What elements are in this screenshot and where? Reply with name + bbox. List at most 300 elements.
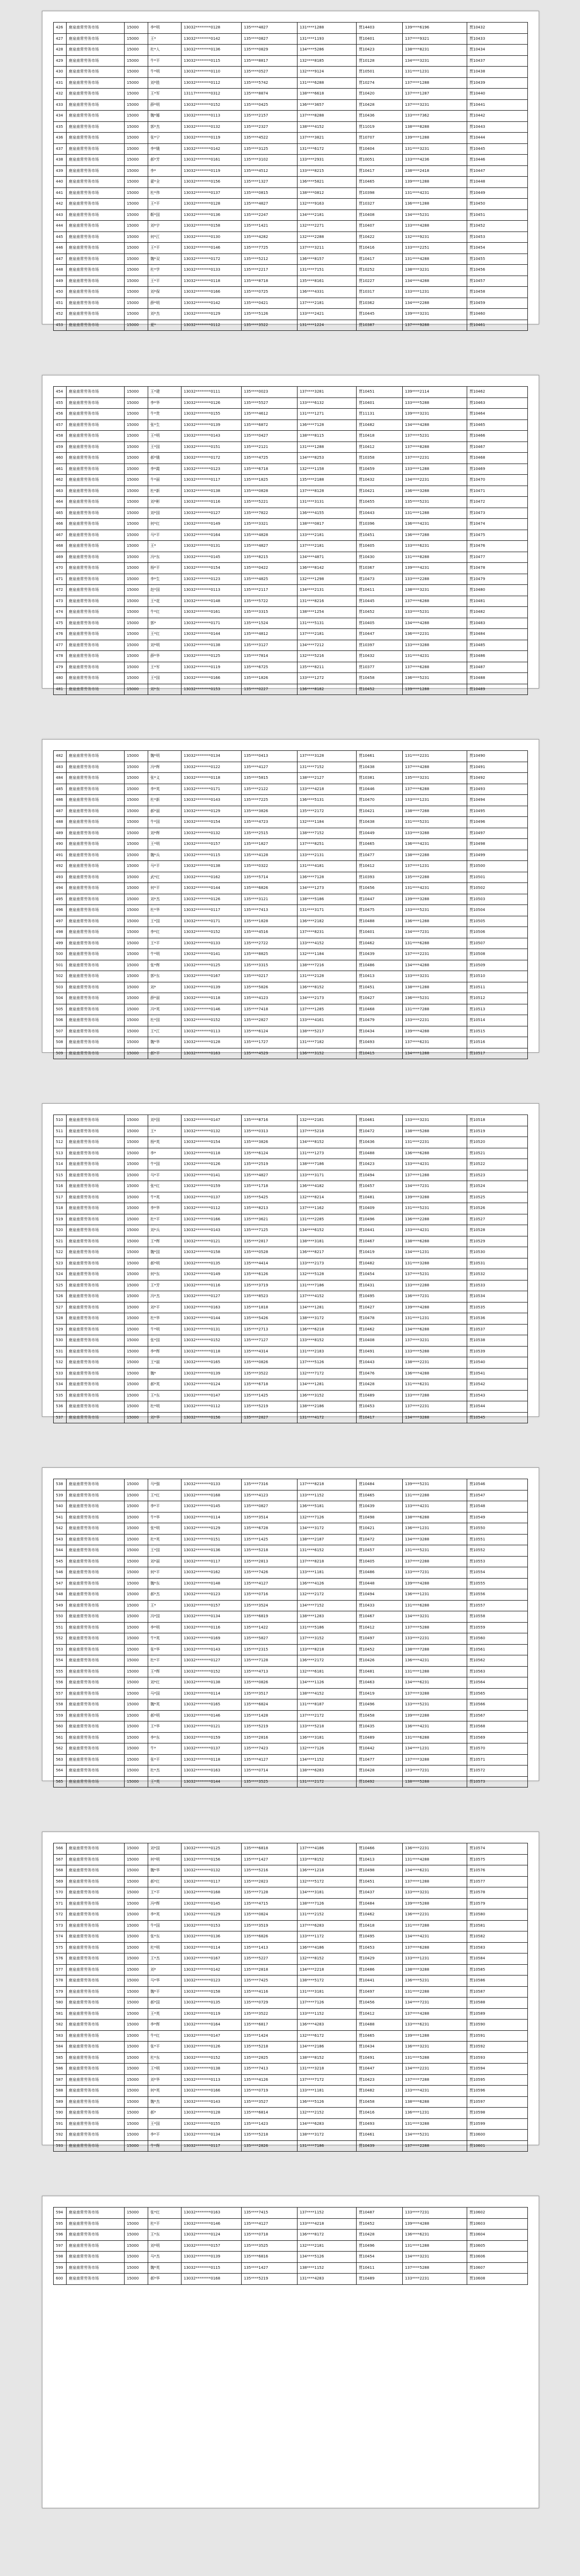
table-row bbox=[54, 817, 528, 828]
table-cell: 王*英 bbox=[148, 2008, 182, 2020]
table-cell: 贾10575 bbox=[467, 1854, 528, 1865]
data-table bbox=[53, 386, 528, 695]
table-cell: 魏*杰 bbox=[148, 2096, 182, 2108]
table-cell: 杜*华 bbox=[148, 905, 182, 916]
table-cell: 15000 bbox=[125, 2140, 148, 2152]
table-cell: 15000 bbox=[125, 640, 148, 651]
table-cell: 贾10416 bbox=[357, 243, 403, 254]
table-cell: 135****2288 bbox=[403, 872, 467, 883]
table-cell: 鹿泉南常劳务市场 bbox=[67, 1335, 125, 1347]
table-cell: 135****0824 bbox=[242, 1909, 298, 1921]
table-cell: 贾10547 bbox=[467, 1490, 528, 1501]
table-cell: 135****7225 bbox=[242, 795, 298, 806]
table-cell: 鹿泉南常劳务市场 bbox=[67, 2230, 125, 2241]
table-cell: 贾10449 bbox=[357, 828, 403, 839]
table-cell: 482 bbox=[54, 751, 67, 762]
table-cell: 132****8152 bbox=[298, 1953, 357, 1965]
table-cell: 王*平 bbox=[148, 938, 182, 949]
table-cell: 贾10591 bbox=[467, 2030, 528, 2042]
table-cell: 137****7126 bbox=[298, 1998, 357, 2009]
table-cell: 525 bbox=[54, 1280, 67, 1291]
table-cell: 13032********0168 bbox=[182, 1887, 242, 1899]
table-cell: 鹿泉南常劳务市场 bbox=[67, 1776, 125, 1788]
table-cell: 136****4283 bbox=[298, 2020, 357, 2031]
table-cell: 马*华 bbox=[148, 1976, 182, 1987]
table-cell: 贾10461 bbox=[357, 1115, 403, 1126]
table-cell: 刘*华 bbox=[148, 1412, 182, 1423]
table-cell: 鹿泉南常劳务市场 bbox=[67, 1998, 125, 2009]
table-cell: 135****4828 bbox=[242, 530, 298, 541]
table-cell: 561 bbox=[54, 1732, 67, 1743]
table-cell: 贾10439 bbox=[357, 1501, 403, 1513]
table-cell: 15000 bbox=[125, 905, 148, 916]
table-cell: 135****7128 bbox=[242, 1887, 298, 1899]
table-cell: 13032********0145 bbox=[182, 1501, 242, 1513]
table-cell: 李*华 bbox=[148, 397, 182, 409]
table-cell: 13032********0165 bbox=[182, 1699, 242, 1711]
table-cell: 134****4288 bbox=[403, 419, 467, 431]
table-cell: 516 bbox=[54, 1181, 67, 1192]
table-cell: 贾11019 bbox=[357, 121, 403, 133]
table-cell: 138****7216 bbox=[298, 960, 357, 971]
table-cell: 136****1288 bbox=[403, 916, 467, 927]
table-cell: 13032********0126 bbox=[182, 1159, 242, 1170]
table-cell: 133****2288 bbox=[403, 1280, 467, 1291]
table-cell: 524 bbox=[54, 1269, 67, 1280]
table-row bbox=[54, 419, 528, 431]
table-cell: 贾10489 bbox=[357, 1732, 403, 1743]
table-cell: 魏*东 bbox=[148, 1578, 182, 1589]
table-cell: 贾10529 bbox=[467, 1236, 528, 1247]
table-cell: 鹿泉南常劳务市场 bbox=[67, 971, 125, 982]
table-cell: 135****5126 bbox=[242, 309, 298, 320]
table-cell: 137****1288 bbox=[403, 1170, 467, 1181]
table-row bbox=[54, 1225, 528, 1236]
table-cell: 13032********0127 bbox=[182, 508, 242, 519]
table-cell: 贾10387 bbox=[357, 320, 403, 331]
table-cell: 15000 bbox=[125, 828, 148, 839]
table-cell: 贾10446 bbox=[357, 784, 403, 795]
table-cell: 贾10488 bbox=[357, 916, 403, 927]
table-cell: 贾10423 bbox=[357, 45, 403, 56]
table-cell: 鹿泉南常劳务市场 bbox=[67, 121, 125, 133]
table-cell: 137****2288 bbox=[403, 2140, 467, 2152]
table-row bbox=[54, 585, 528, 596]
table-cell: 13032********0152 bbox=[182, 1335, 242, 1347]
table-cell: 13032********0172 bbox=[182, 453, 242, 464]
table-cell: 郝*芳 bbox=[148, 155, 182, 166]
table-cell: 13032********0115 bbox=[182, 55, 242, 67]
table-cell: 135****3127 bbox=[242, 640, 298, 651]
table-cell: 贾10533 bbox=[467, 1280, 528, 1291]
table-cell: 贾10412 bbox=[357, 2008, 403, 2020]
table-cell: 贾10544 bbox=[467, 1401, 528, 1413]
table-cell: 鹿泉南常劳务市场 bbox=[67, 1126, 125, 1137]
table-cell: 15000 bbox=[125, 817, 148, 828]
table-row bbox=[54, 1578, 528, 1589]
table-cell: 133****1152 bbox=[298, 2008, 357, 2020]
table-cell: 15000 bbox=[125, 563, 148, 574]
table-cell: 贾10487 bbox=[467, 662, 528, 673]
table-cell: 136****1218 bbox=[298, 1865, 357, 1877]
table-cell: 135****7423 bbox=[242, 1743, 298, 1755]
table-cell: 13032********0123 bbox=[182, 1976, 242, 1987]
table-cell: 135****4414 bbox=[242, 1258, 298, 1269]
table-cell: 13032********0151 bbox=[182, 1534, 242, 1545]
table-row bbox=[54, 1115, 528, 1126]
table-cell: 鹿泉南常劳务市场 bbox=[67, 1953, 125, 1965]
table-cell: 何*明 bbox=[148, 1854, 182, 1865]
table-cell: 马*强 bbox=[148, 1479, 182, 1490]
table-cell: 135****2816 bbox=[242, 1732, 298, 1743]
table-cell: 537 bbox=[54, 1412, 67, 1423]
table-cell: 134****3288 bbox=[403, 1534, 467, 1545]
table-cell: 15000 bbox=[125, 1037, 148, 1048]
table-cell: 鹿泉南常劳务市场 bbox=[67, 530, 125, 541]
table-cell: 贾10466 bbox=[467, 431, 528, 442]
table-cell: 131****1288 bbox=[403, 508, 467, 519]
table-cell: 137****4186 bbox=[298, 1843, 357, 1855]
table-row bbox=[54, 486, 528, 497]
table-cell: 杜*平 bbox=[148, 2218, 182, 2230]
table-cell: 139****4288 bbox=[403, 2218, 467, 2230]
table-row bbox=[54, 1644, 528, 1655]
table-cell: 贾10469 bbox=[467, 464, 528, 475]
table-cell: 13032********0151 bbox=[182, 442, 242, 453]
table-cell: 136****4331 bbox=[298, 287, 357, 298]
table-cell: 133****5218 bbox=[298, 1721, 357, 1733]
table-cell: 536 bbox=[54, 1401, 67, 1413]
table-cell: 贾10453 bbox=[357, 1942, 403, 1953]
table-cell: 13032********0132 bbox=[182, 828, 242, 839]
table-cell: 473 bbox=[54, 596, 67, 607]
table-row bbox=[54, 1368, 528, 1379]
table-cell: 437 bbox=[54, 143, 67, 155]
table-cell: 贾10539 bbox=[467, 1346, 528, 1357]
table-row bbox=[54, 971, 528, 982]
table-cell: 鹿泉南常劳务市场 bbox=[67, 817, 125, 828]
table-row bbox=[54, 1765, 528, 1777]
table-cell: 贾10439 bbox=[467, 77, 528, 89]
table-cell: 郭*东 bbox=[148, 971, 182, 982]
table-cell: 135****0829 bbox=[242, 45, 298, 56]
table-cell: 135****6725 bbox=[242, 662, 298, 673]
table-cell: 马*平 bbox=[148, 530, 182, 541]
table-cell: 136****5231 bbox=[403, 993, 467, 1004]
table-cell: 贾10474 bbox=[467, 519, 528, 530]
table-row bbox=[54, 2262, 528, 2274]
table-cell: 135****5219 bbox=[242, 2274, 298, 2285]
table-cell: 鹿泉南常劳务市场 bbox=[67, 2240, 125, 2252]
table-cell: 贾10574 bbox=[467, 1843, 528, 1855]
table-cell: 鹿泉南常劳务市场 bbox=[67, 1501, 125, 1513]
table-cell: 15000 bbox=[125, 784, 148, 795]
table-cell: 贾10417 bbox=[357, 1412, 403, 1423]
table-cell: 鹿泉南常劳务市场 bbox=[67, 1677, 125, 1689]
table-cell: 贾10577 bbox=[467, 1876, 528, 1887]
table-cell: 魏*华 bbox=[148, 1037, 182, 1048]
table-cell: 135****2122 bbox=[242, 784, 298, 795]
table-cell: 570 bbox=[54, 1887, 67, 1899]
table-cell: 王*国 bbox=[148, 2118, 182, 2130]
table-cell: 13032********0116 bbox=[182, 497, 242, 508]
table-cell: 576 bbox=[54, 1953, 67, 1965]
table-cell: 585 bbox=[54, 2052, 67, 2064]
table-cell: 13032********0124 bbox=[182, 1379, 242, 1391]
table-cell: 131****3181 bbox=[298, 1986, 357, 1998]
table-cell: 136****6218 bbox=[298, 1324, 357, 1335]
table-cell: 137****6288 bbox=[403, 1942, 467, 1953]
table-cell: 郝*英 bbox=[148, 1379, 182, 1391]
table-cell: 刘*宇 bbox=[148, 221, 182, 232]
table-cell: 贾10466 bbox=[357, 1843, 403, 1855]
table-cell: 贾10497 bbox=[357, 1633, 403, 1645]
table-cell: 15000 bbox=[125, 839, 148, 850]
table-cell: 贾11131 bbox=[357, 409, 403, 420]
table-cell: 13032********0117 bbox=[182, 1876, 242, 1887]
table-row bbox=[54, 464, 528, 475]
table-cell: 鹿泉南常劳务市场 bbox=[67, 662, 125, 673]
table-cell: 13032********0152 bbox=[182, 2052, 242, 2064]
table-row bbox=[54, 89, 528, 100]
table-cell: 鹿泉南常劳务市场 bbox=[67, 508, 125, 519]
table-cell: 贾10468 bbox=[357, 1004, 403, 1015]
table-cell: 贾10445 bbox=[357, 309, 403, 320]
table-cell: 贾10583 bbox=[467, 1942, 528, 1953]
table-cell: 135****2826 bbox=[242, 2140, 298, 2152]
table-row bbox=[54, 916, 528, 927]
table-cell: 135****7127 bbox=[242, 1335, 298, 1347]
table-cell: 134****4288 bbox=[403, 960, 467, 971]
table-row bbox=[54, 221, 528, 232]
table-cell: 135****1828 bbox=[242, 916, 298, 927]
table-cell: 贾10428 bbox=[357, 1765, 403, 1777]
table-cell: 贾10542 bbox=[467, 1379, 528, 1391]
table-cell: 138****0812 bbox=[298, 187, 357, 199]
table-cell: 马*平 bbox=[148, 1170, 182, 1181]
table-cell: 鹿泉南常劳务市场 bbox=[67, 1490, 125, 1501]
table-cell: 137****2181 bbox=[298, 298, 357, 309]
table-cell: 贾10598 bbox=[467, 2108, 528, 2119]
table-cell: 贾10489 bbox=[467, 684, 528, 695]
table-cell: 贾10488 bbox=[357, 1148, 403, 1159]
table-cell: 13032********0112 bbox=[182, 1401, 242, 1413]
table-cell: 鹿泉南常劳务市场 bbox=[67, 1567, 125, 1579]
table-cell: 137****6288 bbox=[403, 662, 467, 673]
table-cell: 贾10358 bbox=[357, 453, 403, 464]
table-cell: 贾10498 bbox=[467, 839, 528, 850]
table-row bbox=[54, 861, 528, 872]
table-cell: 刘*国 bbox=[148, 1115, 182, 1126]
table-cell: 贾10398 bbox=[357, 187, 403, 199]
table-cell: 冯*杰 bbox=[148, 1291, 182, 1303]
table-cell: 131****5288 bbox=[403, 2052, 467, 2064]
table-cell: 135****6124 bbox=[242, 1026, 298, 1037]
table-row bbox=[54, 231, 528, 243]
table-cell: 15000 bbox=[125, 1247, 148, 1258]
table-cell: 134****1231 bbox=[403, 1743, 467, 1755]
table-cell: 贾10516 bbox=[467, 1037, 528, 1048]
table-cell: 135****0528 bbox=[242, 1247, 298, 1258]
table-cell: 15000 bbox=[125, 387, 148, 398]
table-row bbox=[54, 298, 528, 309]
table-cell: 135****7725 bbox=[242, 243, 298, 254]
table-cell: 贾10585 bbox=[467, 1964, 528, 1976]
table-cell: 134****7231 bbox=[403, 927, 467, 938]
table-cell: 鹿泉南常劳务市场 bbox=[67, 861, 125, 872]
table-cell: 135****7425 bbox=[242, 1976, 298, 1987]
table-cell: 135****5426 bbox=[242, 1313, 298, 1325]
table-cell: 479 bbox=[54, 662, 67, 673]
table-cell: 贾10465 bbox=[467, 419, 528, 431]
table-cell: 134****6231 bbox=[403, 1865, 467, 1877]
table-cell: 135****5722 bbox=[242, 596, 298, 607]
table-cell: 贾10411 bbox=[357, 585, 403, 596]
table-cell: 468 bbox=[54, 541, 67, 552]
table-cell: 杜*学 bbox=[148, 265, 182, 276]
table-row bbox=[54, 2096, 528, 2108]
table-cell: 刘*红 bbox=[148, 1677, 182, 1689]
table-cell: 王*辉 bbox=[148, 1666, 182, 1677]
table-cell: 贾10557 bbox=[467, 1600, 528, 1611]
table-row bbox=[54, 1346, 528, 1357]
table-cell: 133****3288 bbox=[403, 828, 467, 839]
table-cell: 鹿泉南常劳务市场 bbox=[67, 298, 125, 309]
table-cell: 王*平 bbox=[148, 243, 182, 254]
table-cell: 15000 bbox=[125, 1015, 148, 1026]
table-cell: 贾10580 bbox=[467, 1909, 528, 1921]
table-cell: 王*英 bbox=[148, 1776, 182, 1788]
table-cell: 贾10481 bbox=[357, 1192, 403, 1203]
table-row bbox=[54, 209, 528, 221]
table-cell: 15000 bbox=[125, 960, 148, 971]
table-row bbox=[54, 1600, 528, 1611]
table-cell: 480 bbox=[54, 673, 67, 684]
table-cell: 15000 bbox=[125, 1335, 148, 1347]
table-cell: 15000 bbox=[125, 1280, 148, 1291]
table-row bbox=[54, 1258, 528, 1269]
table-cell: 马*平 bbox=[148, 861, 182, 872]
table-cell: 鹿泉南常劳务市场 bbox=[67, 927, 125, 938]
table-cell: 贾10252 bbox=[357, 265, 403, 276]
table-cell: 135****0313 bbox=[242, 1126, 298, 1137]
table-cell: 牛*国 bbox=[148, 1159, 182, 1170]
table-cell: 132****5128 bbox=[298, 1269, 357, 1280]
table-cell: 15000 bbox=[125, 1666, 148, 1677]
table-cell: 134****1288 bbox=[403, 1048, 467, 1059]
table-row bbox=[54, 894, 528, 905]
table-cell: 430 bbox=[54, 67, 67, 78]
table-cell: 13032********0131 bbox=[182, 541, 242, 552]
table-cell: 135****1423 bbox=[242, 2118, 298, 2130]
table-cell: 15000 bbox=[125, 762, 148, 773]
table-cell: 鹿泉南常劳务市场 bbox=[67, 89, 125, 100]
table-row bbox=[54, 165, 528, 177]
table-cell: 贾10274 bbox=[357, 77, 403, 89]
table-cell: 13032********0137 bbox=[182, 187, 242, 199]
table-cell: 13032********0115 bbox=[182, 2262, 242, 2274]
table-cell: 王* bbox=[148, 33, 182, 45]
table-row bbox=[54, 872, 528, 883]
table-cell: 498 bbox=[54, 927, 67, 938]
table-cell: 15000 bbox=[125, 883, 148, 894]
table-cell: 503 bbox=[54, 982, 67, 993]
table-cell: 13032********0159 bbox=[182, 1732, 242, 1743]
table-cell: 13032********0138 bbox=[182, 640, 242, 651]
table-cell: 135****1424 bbox=[242, 2030, 298, 2042]
table-cell: 贾10536 bbox=[467, 1313, 528, 1325]
table-cell: 13032********0113 bbox=[182, 585, 242, 596]
table-cell: 贾10362 bbox=[357, 298, 403, 309]
table-row bbox=[54, 1490, 528, 1501]
table-cell: 574 bbox=[54, 1931, 67, 1943]
table-cell: 李*红 bbox=[148, 927, 182, 938]
table-cell: 131****7186 bbox=[298, 2140, 357, 2152]
table-cell: 501 bbox=[54, 960, 67, 971]
table-row bbox=[54, 1214, 528, 1225]
table-cell: 贾10438 bbox=[357, 817, 403, 828]
table-cell: 牛*英 bbox=[148, 1192, 182, 1203]
table-row bbox=[54, 1015, 528, 1026]
table-cell: 鹿泉南常劳务市场 bbox=[67, 2108, 125, 2119]
table-cell: 贾10603 bbox=[467, 2218, 528, 2230]
table-row bbox=[54, 177, 528, 188]
table-row bbox=[54, 1732, 528, 1743]
table-cell: 贾10602 bbox=[467, 2208, 528, 2219]
table-cell: 133****4218 bbox=[298, 2218, 357, 2230]
table-cell: 贾10518 bbox=[467, 1115, 528, 1126]
table-cell: 13032********0112 bbox=[182, 77, 242, 89]
table-cell: 鹿泉南常劳务市场 bbox=[67, 1214, 125, 1225]
table-cell: 135****0413 bbox=[242, 751, 298, 762]
table-cell: 15000 bbox=[125, 1998, 148, 2009]
table-cell: 鹿泉南常劳务市场 bbox=[67, 99, 125, 111]
table-cell: 鹿泉南常劳务市场 bbox=[67, 387, 125, 398]
table-cell: 15000 bbox=[125, 795, 148, 806]
table-cell: 贾10451 bbox=[357, 1876, 403, 1887]
table-row bbox=[54, 1412, 528, 1423]
table-cell: 15000 bbox=[125, 1269, 148, 1280]
table-cell: 531 bbox=[54, 1346, 67, 1357]
table-cell: 13032********0136 bbox=[182, 1545, 242, 1557]
table-cell: 15000 bbox=[125, 1523, 148, 1535]
table-cell: 135****2827 bbox=[242, 1412, 298, 1423]
table-cell: 15000 bbox=[125, 872, 148, 883]
table-cell: 张*平 bbox=[148, 1754, 182, 1765]
table-cell: 13032********0134 bbox=[182, 2130, 242, 2141]
table-cell: 鹿泉南常劳务市场 bbox=[67, 1225, 125, 1236]
table-cell: 鹿泉南常劳务市场 bbox=[67, 287, 125, 298]
table-cell: 李*明 bbox=[148, 23, 182, 34]
table-row bbox=[54, 806, 528, 817]
table-row bbox=[54, 1501, 528, 1513]
table-cell: 13032********0135 bbox=[182, 1998, 242, 2009]
table-cell: 13032********0138 bbox=[182, 2064, 242, 2075]
table-cell: 136****5821 bbox=[298, 177, 357, 188]
table-row bbox=[54, 1699, 528, 1711]
table-cell: 贾10483 bbox=[467, 618, 528, 629]
table-cell: 王*东 bbox=[148, 2230, 182, 2241]
table-cell: 471 bbox=[54, 574, 67, 585]
table-cell: 136****4231 bbox=[403, 1655, 467, 1667]
table-cell: 481 bbox=[54, 684, 67, 695]
table-cell: 刘*明 bbox=[148, 2240, 182, 2252]
table-cell: 572 bbox=[54, 1909, 67, 1921]
table-cell: 鹿泉南常劳务市场 bbox=[67, 607, 125, 618]
table-cell: 贾10419 bbox=[357, 1247, 403, 1258]
table-cell: 438 bbox=[54, 155, 67, 166]
table-cell: 13032********0135 bbox=[182, 1258, 242, 1269]
